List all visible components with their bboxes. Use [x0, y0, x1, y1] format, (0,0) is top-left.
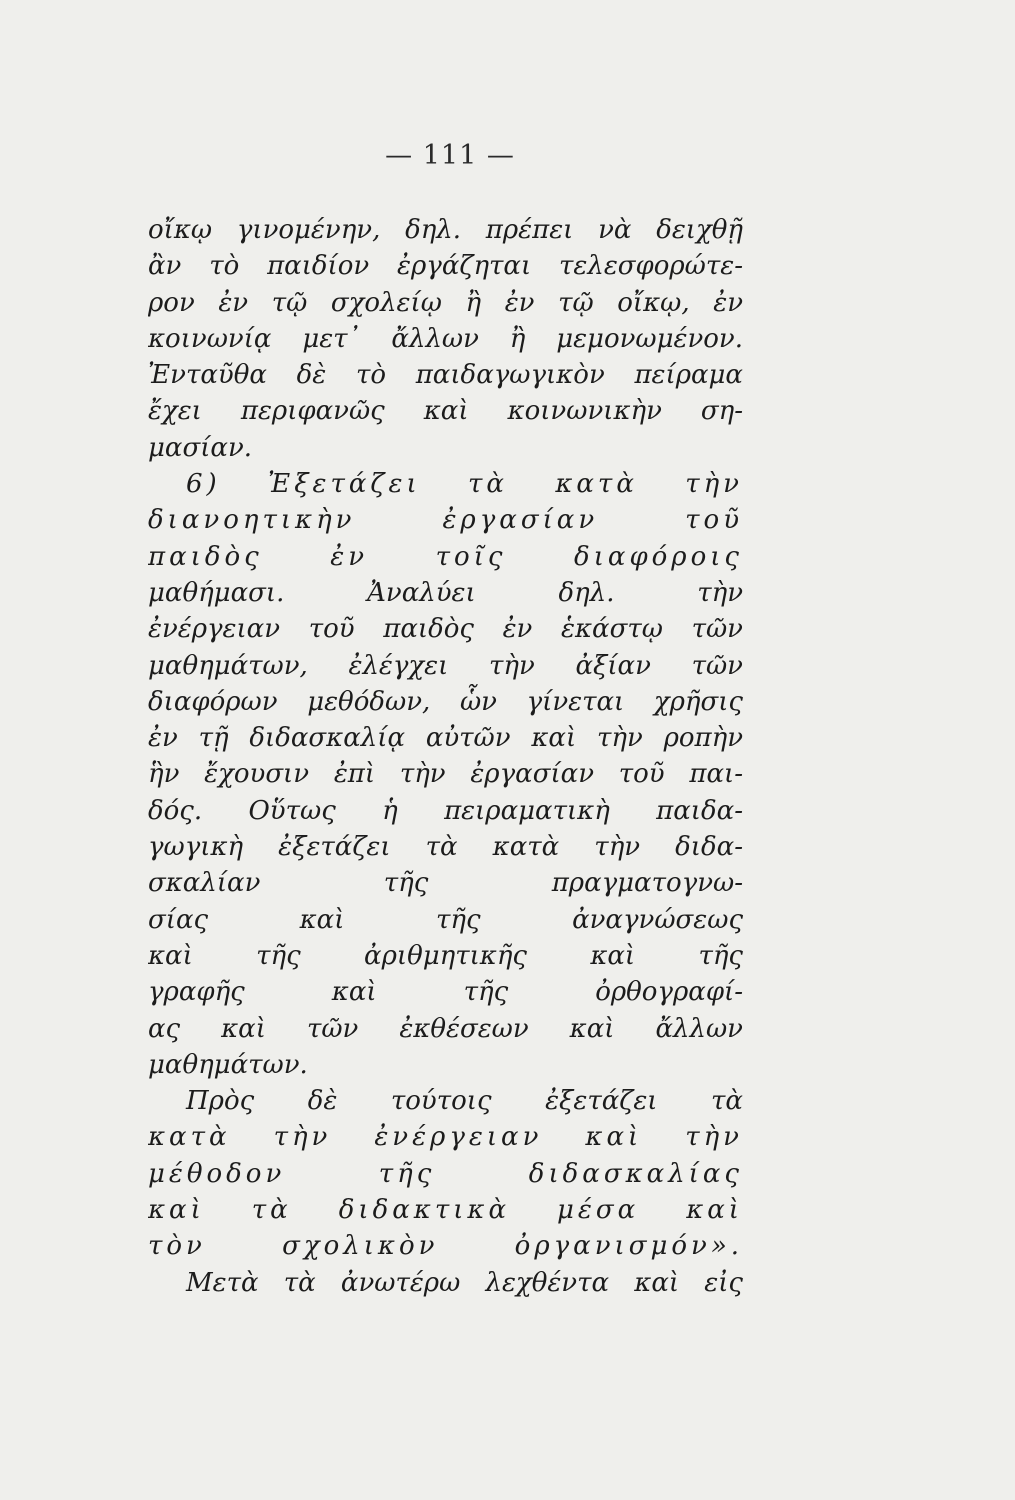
text-line: μαθημάτων, ἐλέγχει τὴν ἀξίαν τῶν — [148, 650, 743, 681]
text-line: μέθοδον τῆς διδασκαλίας — [148, 1158, 743, 1189]
text-line: διανοητικὴν ἐργασίαν τοῦ — [148, 505, 743, 536]
text-line: μασίαν. — [148, 432, 253, 463]
text-line: δός. Οὕτως ἡ πειραματικὴ παιδα- — [148, 795, 743, 826]
text-line: καὶ τὰ διδακτικὰ μέσα καὶ — [148, 1195, 743, 1226]
text-line: ας καὶ τῶν ἐκθέσεων καὶ ἄλλων — [148, 1013, 743, 1044]
text-line: διαφόρων μεθόδων, ὧν γίνεται χρῆσις — [148, 686, 743, 717]
text-line: 6) Ἐξετάζει τὰ κατὰ τὴν — [186, 469, 743, 500]
page-number: — 111 — — [385, 140, 515, 171]
text-line: τὸν σχολικὸν ὀργανισμόν». — [148, 1231, 743, 1262]
body-text — [148, 212, 743, 1301]
text-line: μαθήμασι. Ἀναλύει δηλ. τὴν — [148, 577, 743, 608]
text-line: Πρὸς δὲ τούτοις ἐξετάζει τὰ — [186, 1086, 743, 1117]
text-line: κατὰ τὴν ἐνέργειαν καὶ τὴν — [148, 1122, 743, 1153]
text-line: ἂν τὸ παιδίον ἐργάζηται τελεσφορώτε- — [148, 251, 743, 282]
text-line: Μετὰ τὰ ἀνωτέρω λεχθέντα καὶ εἰς — [186, 1267, 743, 1298]
text-line: οἴκῳ γινομένην, δηλ. πρέπει νὰ δειχθῇ — [148, 215, 743, 245]
text-line: μαθημάτων. — [148, 1049, 308, 1080]
text-line: ἐν τῇ διδασκαλίᾳ αὐτῶν καὶ τὴν ροπὴν — [148, 723, 743, 754]
text-line: γωγικὴ ἐξετάζει τὰ κατὰ τὴν διδα- — [148, 832, 743, 863]
text-line: ἐνέργειαν τοῦ παιδὸς ἐν ἑκάστῳ τῶν — [148, 614, 743, 645]
text-line: παιδὸς ἐν τοῖς διαφόροις — [148, 541, 743, 572]
text-line: ρον ἐν τῷ σχολείῳ ἢ ἐν τῷ οἴκῳ, ἐν — [148, 287, 743, 318]
text-line: καὶ τῆς ἀριθμητικῆς καὶ τῆς — [148, 940, 743, 971]
text-line: Ἐνταῦθα δὲ τὸ παιδαγωγικὸν πείραμα — [148, 360, 743, 391]
text-line: σίας καὶ τῆς ἀναγνώσεως — [148, 904, 743, 935]
text-line: γραφῆς καὶ τῆς ὀρθογραφί- — [148, 977, 743, 1008]
text-line: κοινωνίᾳ μετ᾿ ἄλλων ἢ μεμονωμένον. — [148, 323, 743, 354]
text-line: σκαλίαν τῆς πραγματογνω- — [148, 868, 743, 899]
text-line: ἔχει περιφανῶς καὶ κοινωνικὴν ση- — [148, 396, 743, 427]
text-line: ἣν ἔχουσιν ἐπὶ τὴν ἐργασίαν τοῦ παι- — [148, 759, 743, 790]
